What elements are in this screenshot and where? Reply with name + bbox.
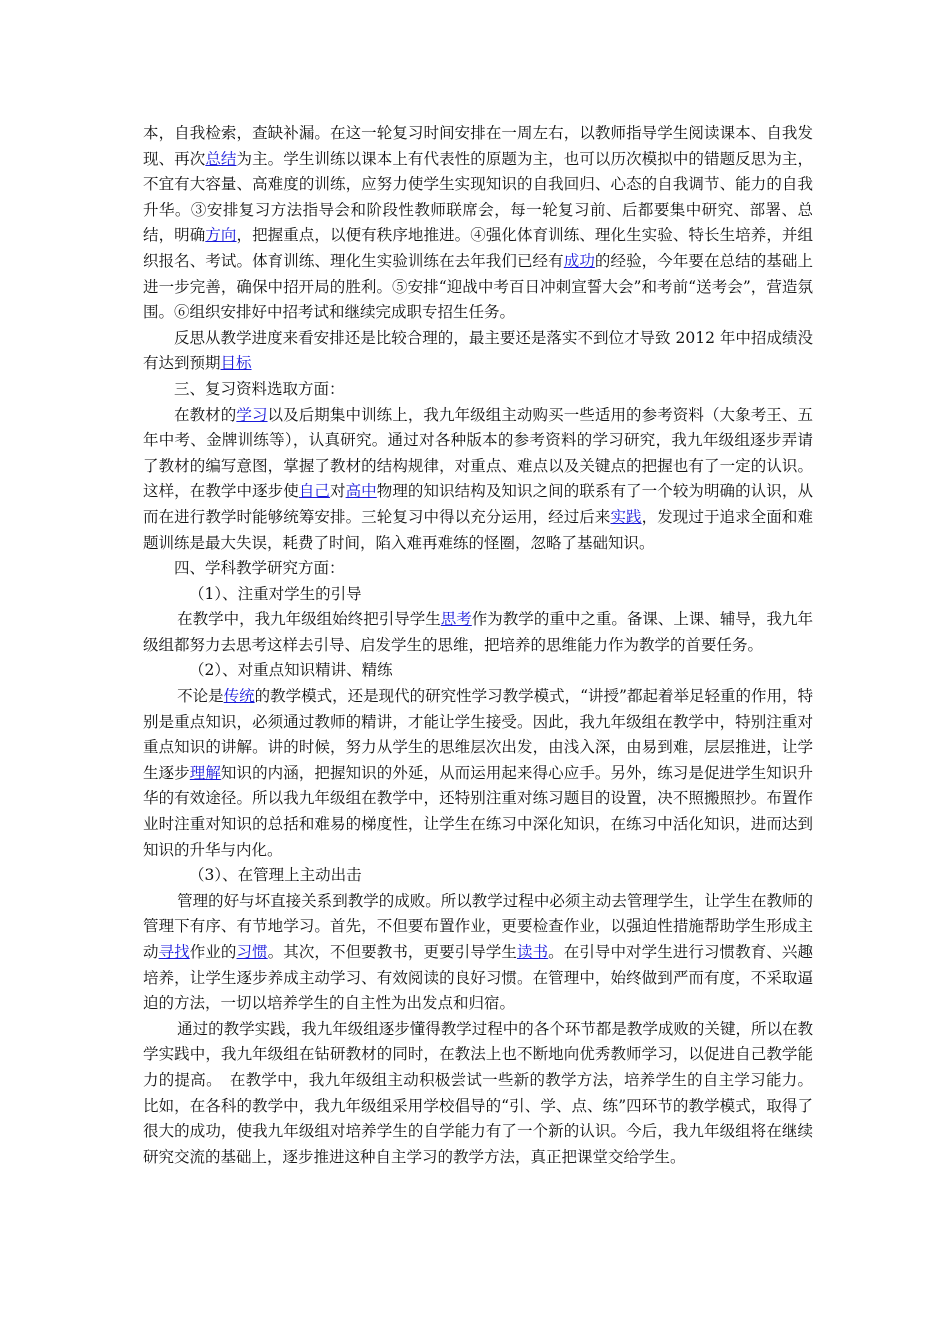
- inline-link[interactable]: 习惯: [236, 943, 268, 961]
- paragraph-text: ，发现过于追求全面和难题训练是最大失误，耗费了时间，陷入难再难练的怪圈，忽略了基础知识。: [143, 507, 813, 552]
- paragraph-text: 反思从教学进度来看安排还是比较合理的，最主要还是落实不到位才导致 2012 年中招成绩没有达到预期: [143, 328, 813, 373]
- paragraph: [143, 607, 813, 658]
- inline-link[interactable]: 方向: [205, 226, 237, 245]
- document-body: [143, 121, 813, 1170]
- paragraph: [143, 582, 813, 608]
- paragraph: [143, 658, 813, 684]
- inline-link[interactable]: 总结: [205, 149, 237, 168]
- inline-link[interactable]: 学习: [236, 405, 268, 424]
- paragraph-text: 为主。学生训练以课本上有代表性的原题为主，也可以历次模拟中的错题反思为主，不宜有大容量、高难度的训练，应努力使学生实现知识的自我回归、心态的自我调节、能力的自我升华。③安排复习方法指导会和阶段性教师联席会，每一轮复习前、后都要集中研究、部署、总结，明确: [143, 149, 813, 245]
- paragraph-text: ，把握重点，以便有秩序地推进。④强化体育训练、理化生实验、特长生培养，并组织报名、考试。体育训练、理化生实验训练在去年我们已经有: [143, 226, 813, 270]
- inline-link[interactable]: 自己: [298, 482, 330, 501]
- paragraph-text: 四、学科教学研究方面：: [174, 559, 345, 578]
- paragraph: [143, 556, 813, 582]
- paragraph-text: 不论是: [177, 687, 224, 706]
- paragraph-text: 三、复习资料选取方面：: [174, 379, 345, 398]
- paragraph-text: （3）、在管理上主动出击: [189, 866, 362, 885]
- inline-link[interactable]: 读书: [516, 943, 549, 961]
- paragraph-text: 本，自我检索，查缺补漏。在这一轮复习时间安排在一周左右，以教师指导学生阅读课本、自我发现、再次: [143, 124, 813, 168]
- inline-link[interactable]: 理解: [189, 763, 221, 782]
- inline-link[interactable]: 寻找: [158, 943, 190, 961]
- inline-link[interactable]: 高中: [345, 482, 377, 501]
- paragraph: [143, 684, 813, 863]
- paragraph-text: （2）、对重点知识精讲、精练: [189, 661, 393, 680]
- paragraph-text: （1）、注重对学生的引导: [189, 584, 362, 603]
- paragraph-text: 知识的内涵，把握知识的外延，从而运用起来得心应手。另外，练习是促进学生知识升华的有效途径。所以我九年级组在教学中，还特别注重对练习题目的设置，决不照搬照抄。布置作业时注重对知识的总括和难易的梯度性，让学生在练习中深化知识，在练习中活化知识，进而达到知识的升华与内化。: [143, 763, 813, 859]
- paragraph-text: 。其次，不但要教书，更要引导学生: [267, 943, 517, 961]
- paragraph: [143, 377, 813, 403]
- paragraph: [143, 889, 813, 1017]
- inline-link[interactable]: 传统: [223, 687, 255, 706]
- paragraph-text: 作业的: [189, 943, 237, 961]
- inline-link[interactable]: 实践: [610, 507, 642, 526]
- paragraph-text: 在教学中，我九年级组始终把引导学生: [177, 610, 441, 629]
- paragraph: [143, 326, 813, 377]
- paragraph-text: 的经验，今年要在总结的基础上进一步完善，确保中招开局的胜利。⑤安排“迎战中考百日冲刺宣誓大会”和考前“送考会”，营造氛围。⑥组织安排好中招考试和继续完成职专招生任务。: [143, 251, 813, 322]
- paragraph-text: 对: [330, 482, 346, 501]
- paragraph-text: 。在引导中对学生进行习惯教育、兴趣培养，让学生逐步养成主动学习、有效阅读的良好习惯。在管理中，始终做到严而有度，不采取逼迫的方法，一切以培养学生的自主性为出发点和归宿。: [143, 943, 813, 1013]
- paragraph-text: 通过的教学实践，我九年级组逐步懂得教学过程中的各个环节都是教学成败的关键，所以在教学实践中，我九年级组在钻研教材的同时，在教法上也不断地向优秀教师学习，以促进自己教学能力的提高。 在教学中，我九年级组主动积极尝试一些新的教学方法，培养学生的自主学习能力。比如，在各科的教学中，我九年级组采用学校倡导的“引、学、点、练”四环节的教学模式，取得了很大的成功，使我九年级组对培养学生的自学能力有了一个新的认识。今后，我九年级组将在继续研究交流的基础上，逐步推进这种自主学习的教学方法，真正把课堂交给学生。: [143, 1019, 813, 1166]
- paragraph-text: 物理的知识结构及知识之间的联系有了一个较为明确的认识，从而在进行教学时能够统筹安排。三轮复习中得以充分运用，经过后来: [143, 482, 813, 526]
- inline-link[interactable]: 成功: [563, 251, 595, 270]
- paragraph-text: 管理的好与坏直接关系到教学的成败。所以教学过程中必须主动去管理学生，让学生在教师的管理下有序、有节地学习。首先，不但要布置作业，更要检查作业，以强迫性措施帮助学生形成主动: [143, 891, 813, 961]
- paragraph: [143, 1017, 813, 1171]
- paragraph-text: 以及后期集中训练上，我九年级组主动购买一些适用的参考资料（大象考王、五年中考、金牌训练等），认真研究。通过对各种版本的参考资料的学习研究，我九年级组逐步弄请了教材的编写意图，掌握了教材的结构规律，对重点、难点以及关键点的把握也有了一定的认识。这样，在教学中逐步使: [143, 405, 813, 501]
- paragraph: [143, 403, 813, 557]
- paragraph: [143, 121, 813, 326]
- paragraph-text: 在教材的: [174, 405, 237, 424]
- paragraph: [143, 863, 813, 889]
- paragraph-text: 作为教学的重中之重。备课、上课、辅导，我九年级组都努力去思考这样去引导、启发学生的思维，把培养的思维能力作为教学的首要任务。: [143, 610, 813, 654]
- paragraph-text: 的教学模式，还是现代的研究性学习教学模式，“讲授”都起着举足轻重的作用，特别是重点知识，必须通过教师的精讲，才能让学生接受。因此，我九年级组在教学中，特别注重对重点知识的讲解。讲的时候，努力从学生的思维层次出发，由浅入深，由易到难，层层推进，让学生逐步: [143, 687, 813, 782]
- inline-link[interactable]: 目标: [220, 354, 252, 373]
- inline-link[interactable]: 思考: [440, 610, 472, 629]
